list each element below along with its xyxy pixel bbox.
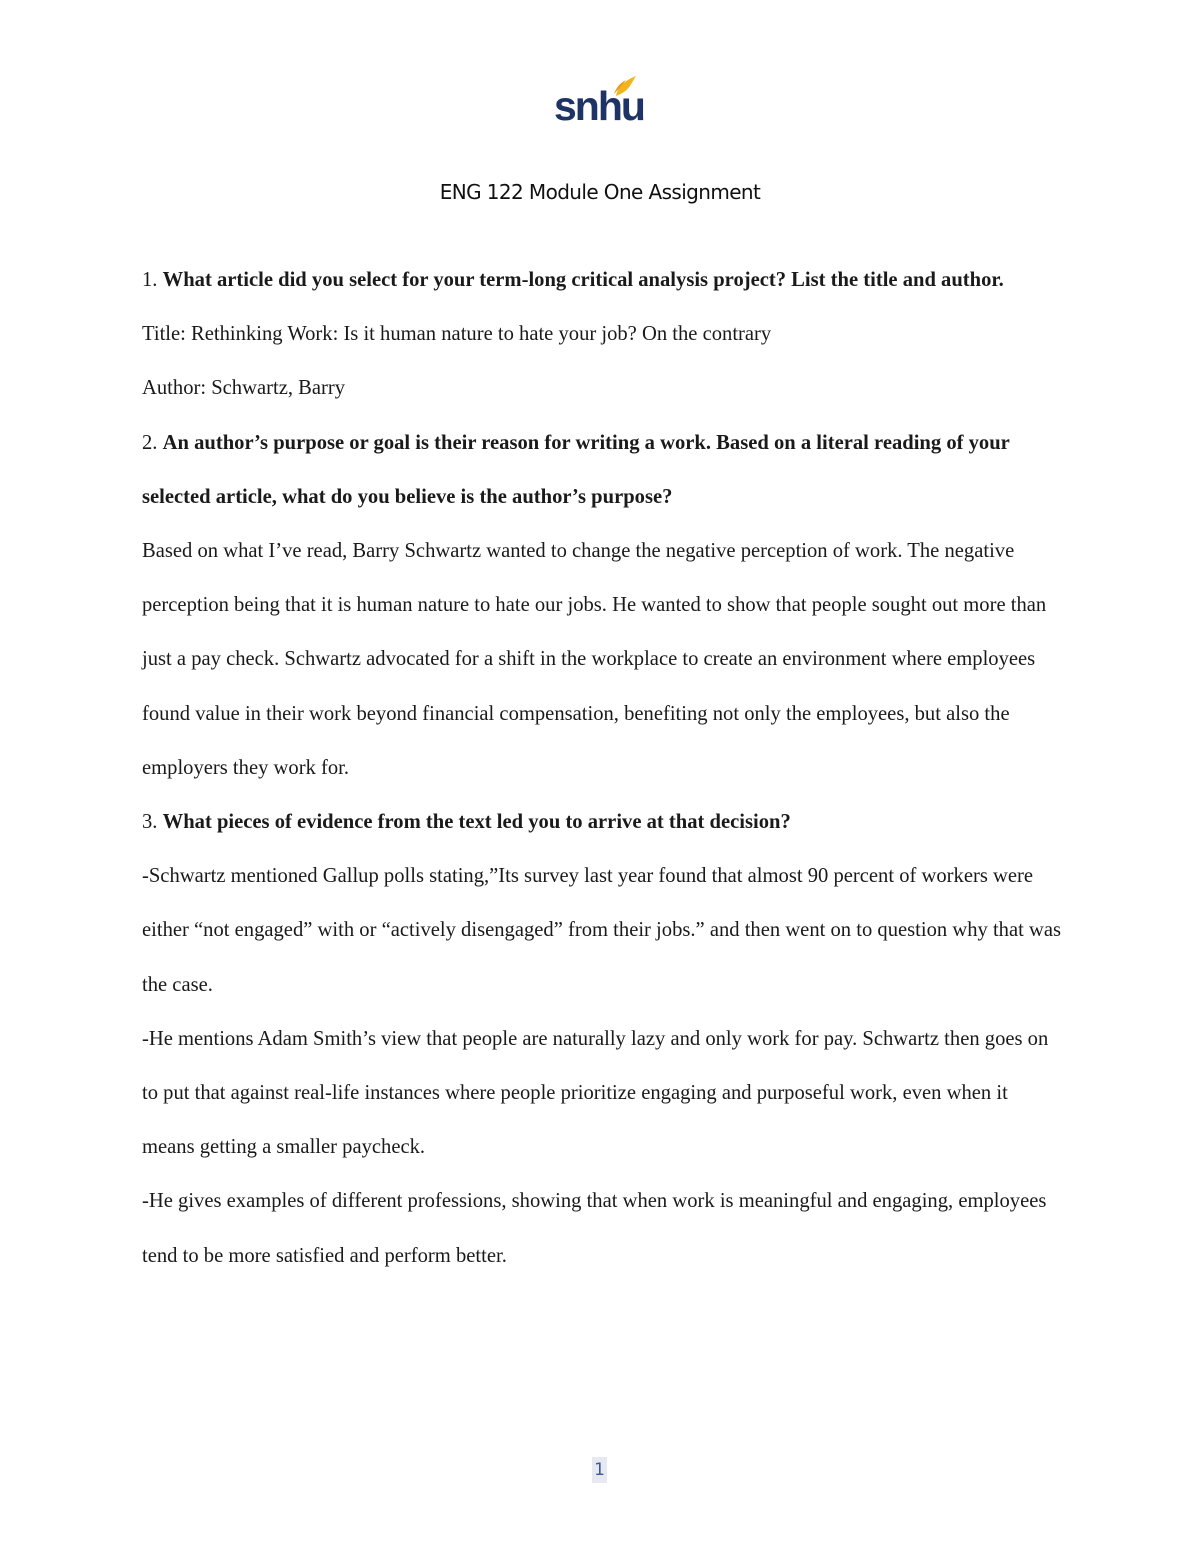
question-1-number: 1. [142,269,158,291]
question-1-text: What article did you select for your term-long critical analysis project? List the title and author. [162,269,1004,291]
logo-text: snhu [554,83,644,129]
evidence-item: -Schwartz mentioned Gallup polls stating,”Its survey last year found that almost 90 percent of workers were either “not engaged” with or “actively disengaged” from their jobs.” and then went on to question why that was the case. [142,865,1062,996]
answer-2: Based on what I’ve read, Barry Schwartz wanted to change the negative perception of work. The negative perception being that it is human nature to hate our jobs. He wanted to show that people sought out more than just a pay check. Schwartz advocated for a shift in the workplace to create an environment where employees found value in their work beyond financial compensation, benefiting not only the employees, but also the employers they work for. [142,540,1047,779]
evidence-item: -He gives examples of different professions, showing that when work is meaningful and engaging, employees tend to be more satisfied and perform better. [142,1190,1047,1267]
evidence-item: -He mentions Adam Smith’s view that people are naturally lazy and only work for pay. Schwartz then goes on to put that against real-life instances where people prioritize engaging and purposeful work, even when it means getting a smaller paycheck. [142,1027,1049,1159]
answer-1-author: Author: Schwartz, Barry [142,377,346,400]
page-title: ENG 122 Module One Assignment [439,180,761,204]
page-number: 1 [592,1457,607,1483]
answer-1-title: Title: Rethinking Work: Is it human nature to hate your job? On the contrary [142,323,772,346]
question-1 [142,253,1062,307]
question-3-number: 3. [142,811,158,834]
question-2-text: An author’s purpose or goal is their reason for writing a work. Based on a literal reading of your selected article, what do you believe is the author’s purpose? [142,431,1010,508]
question-3 [142,795,1062,849]
snhu-logo [554,74,644,134]
document-body [142,253,1062,1283]
question-2-number: 2. [142,431,158,454]
question-3-text: What pieces of evidence from the text led you to arrive at that decision? [162,811,791,834]
question-2 [142,416,1062,524]
